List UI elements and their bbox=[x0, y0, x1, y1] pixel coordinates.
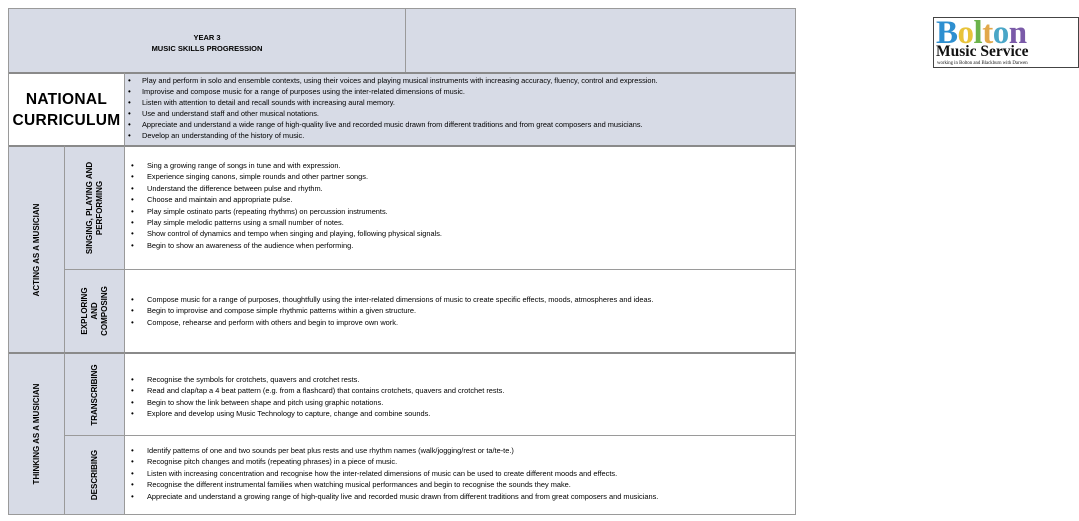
list-item: • Improvise and compose music for a range of purposes using the inter-related dimensions of music. bbox=[125, 86, 795, 97]
list-item: • Experience singing canons, simple rounds and other partner songs. bbox=[125, 171, 795, 182]
national-curriculum-list bbox=[125, 75, 795, 141]
list-item: • Show control of dynamics and tempo when singing and playing, following physical signals. bbox=[125, 228, 795, 239]
list-item: • Sing a growing range of songs in tune and with expression. bbox=[125, 160, 795, 171]
header-logo-cell bbox=[405, 9, 1029, 72]
header-title-cell bbox=[9, 9, 405, 72]
thinking-section-label: THINKING AS A MUSICIAN bbox=[9, 352, 64, 514]
list-item: • Play and perform in solo and ensemble contexts, using their voices and playing musical instruments with increasing accuracy, fluency, control and expression. bbox=[125, 75, 795, 86]
singing-list-cell bbox=[124, 145, 795, 269]
exploring-subsection-label: EXPLORING AND COMPOSING bbox=[64, 269, 124, 352]
list-item: • Recognise the symbols for crotchets, quavers and crotchet rests. bbox=[125, 374, 795, 385]
national-curriculum-list-cell bbox=[124, 72, 795, 145]
list-item: • Appreciate and understand a wide range of high-quality live and recorded music drawn from different traditions and from great composers and musicians. bbox=[125, 119, 795, 130]
list-item: • Recognise the different instrumental families when watching musical performances and begin to recognise the sounds they make. bbox=[125, 479, 795, 490]
transcribing-list bbox=[125, 374, 795, 420]
list-item: • Use and understand staff and other musical notations. bbox=[125, 108, 795, 119]
describing-subsection-label: DESCRIBING bbox=[64, 435, 124, 514]
exploring-list-cell bbox=[124, 269, 795, 352]
singing-subsection-label: SINGING, PLAYING AND PERFORMING bbox=[64, 145, 124, 269]
acting-section-label: ACTING AS A MUSICIAN bbox=[9, 145, 64, 352]
list-item: • Develop an understanding of the history of music. bbox=[125, 130, 795, 141]
list-item: • Listen with attention to detail and recall sounds with increasing aural memory. bbox=[125, 97, 795, 108]
list-item: • Play simple melodic patterns using a small number of notes. bbox=[125, 217, 795, 228]
progression-table bbox=[8, 8, 1029, 515]
list-item: • Understand the difference between pulse and rhythm. bbox=[125, 183, 795, 194]
list-item: • Listen with increasing concentration and recognise how the inter-related dimensions of music can be used to create different moods and effects. bbox=[125, 468, 795, 479]
year-title: YEAR 3 bbox=[193, 33, 221, 42]
list-item: • Recognise pitch changes and motifs (repeating phrases) in a piece of music. bbox=[125, 456, 795, 467]
bolton-music-service-logo: Bolton Music Service working in Bolton and Blackburn with Darwen bbox=[933, 17, 1079, 68]
list-item: • Explore and develop using Music Technology to capture, change and combine sounds. bbox=[125, 408, 795, 419]
national-curriculum-label: NATIONAL CURRICULUM bbox=[9, 72, 124, 145]
page-subtitle: MUSIC SKILLS PROGRESSION bbox=[151, 44, 263, 53]
list-item: • Begin to show an awareness of the audience when performing. bbox=[125, 240, 795, 251]
list-item: • Identify patterns of one and two sounds per beat plus rests and use rhythm names (walk/jogging/rest or ta/te-te.) bbox=[125, 445, 795, 456]
list-item: • Appreciate and understand a growing range of high-quality live and recorded music drawn from different traditions and from great composers and musicians. bbox=[125, 491, 795, 502]
singing-list bbox=[125, 160, 795, 251]
describing-list bbox=[125, 445, 795, 502]
describing-list-cell bbox=[124, 435, 795, 514]
list-item: • Begin to show the link between shape and pitch using graphic notations. bbox=[125, 397, 795, 408]
list-item: • Compose music for a range of purposes, thoughtfully using the inter-related dimensions of music to create specific effects, moods, atmospheres and ideas. bbox=[125, 294, 795, 305]
list-item: • Choose and maintain and appropriate pulse. bbox=[125, 194, 795, 205]
list-item: • Play simple ostinato parts (repeating rhythms) on percussion instruments. bbox=[125, 206, 795, 217]
exploring-list bbox=[125, 294, 795, 328]
transcribing-list-cell bbox=[124, 352, 795, 435]
transcribing-subsection-label: TRANSCRIBING bbox=[64, 352, 124, 435]
list-item: • Compose, rehearse and perform with others and begin to improve own work. bbox=[125, 317, 795, 328]
list-item: • Read and clap/tap a 4 beat pattern (e.g. from a flashcard) that contains crotchets, quavers and crotchet rests. bbox=[125, 385, 795, 396]
list-item: • Begin to improvise and compose simple rhythmic patterns within a given structure. bbox=[125, 305, 795, 316]
